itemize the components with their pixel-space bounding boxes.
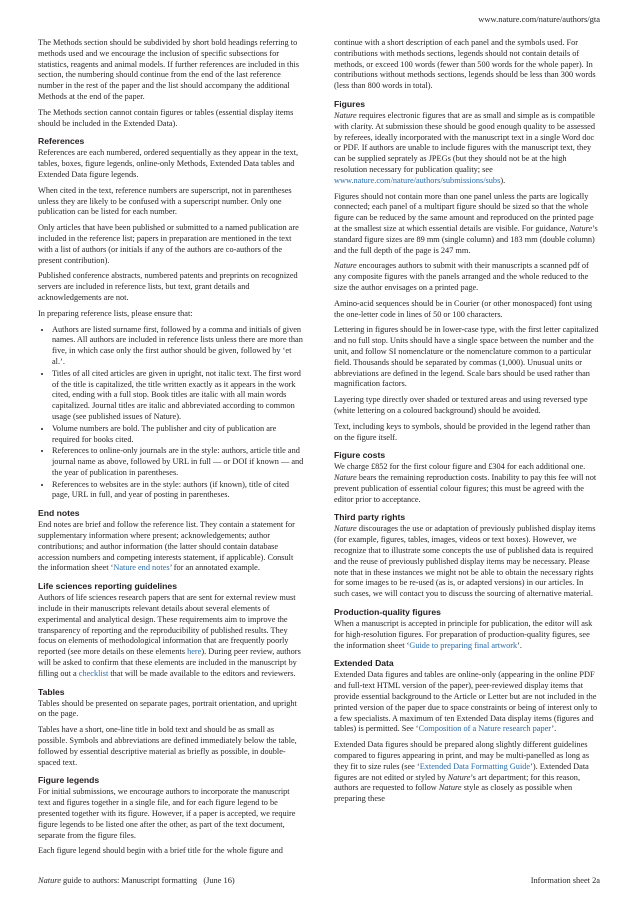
composition-link[interactable]: Composition of a Nature research paper <box>418 724 552 734</box>
tables-heading: Tables <box>38 686 65 697</box>
costs-text-b: bears the remaining reproduction costs. Inability to pay this fee will not prevent publication of essential colour figures; this must be agreed with the editor prior to acceptance. <box>334 473 597 504</box>
production-figures-paragraph <box>334 619 600 651</box>
prod-text-a: When a manuscript is accepted in principle for publication, the editor will ask for high-resolution figures. For preparation of production-quality figures, see the information sheet ‘ <box>334 619 593 650</box>
header-url: www.nature.com/nature/authors/gta <box>478 14 600 24</box>
figures-3-text: encourages authors to submit with their manuscripts a scanned pdf of any composite figures with the panels arranged and the whole reduced to the size the author envisages on a printed page. <box>334 261 589 292</box>
nature-name: Nature <box>334 110 357 120</box>
end-notes-paragraph <box>38 520 304 574</box>
prod-text-b: ’. <box>517 640 523 650</box>
extended-data-paragraph-2 <box>334 740 600 805</box>
figures-paragraph-4: Amino-acid sequences should be in Courier (or other monospaced) font using the one-letter code in lines of 50 or 100 characters. <box>334 298 593 319</box>
figures-paragraph-2 <box>334 192 600 257</box>
figures-paragraph-6: Layering type directly over shaded or textured areas and using reversed type (white lettering on a coloured background) should be avoided. <box>334 395 588 415</box>
nature-name: Nature <box>438 783 462 793</box>
nature-name: Nature <box>38 876 61 885</box>
reference-rules-list <box>38 325 304 502</box>
life-text-c: that will be made available to the editors and reviewers. <box>108 668 296 678</box>
references-paragraph-4: Published conference abstracts, numbered patents and preprints on recognized servers are included in reference lists, but text, grant details and acknowledgements are not. <box>38 271 298 302</box>
extended-data-heading: Extended Data <box>334 658 394 669</box>
list-item: • References to websites are in the style: authors (if known), title of cited page, URL in full, and year of posting in parentheses. <box>52 480 304 502</box>
life-text-b: ). During peer review, authors will be asked to confirm that these elements are included in the manuscript by filling out a <box>38 647 301 678</box>
nature-name: Nature <box>334 473 357 483</box>
references-paragraph-5: In preparing reference lists, please ensure that: <box>38 308 193 318</box>
nature-name: Nature <box>334 261 357 271</box>
submissions-url-link[interactable]: www.nature.com/nature/authors/submissions/subs <box>334 175 501 185</box>
ext-2-text-c: ’s art department; for this reason, authors are requested to follow <box>334 772 581 793</box>
production-figures-heading: Production-quality figures <box>334 607 441 618</box>
formatting-guide-link[interactable]: Extended Data Formatting Guide <box>419 761 531 771</box>
list-item: • Titles of all cited articles are given in upright, not italic text. The first word of the title is capitalized, the title written exactly as it appears in the work cited, ending with a full stop. Book titles are italic with all main words capitalized. Journal titles are italic and abbreviated according to common usage (see published issues of Nature). <box>52 369 304 423</box>
list-item: • Authors are listed surname first, followed by a comma and initials of given names. All authors are included in reference lists unless there are more than five, in which case only the first author should be given, followed by ‘et al.’. <box>52 325 304 368</box>
figure-costs-paragraph <box>334 462 600 505</box>
end-notes-text-end: ’ for an annotated example. <box>169 563 260 573</box>
here-link[interactable]: here <box>187 647 202 657</box>
end-notes-heading: End notes <box>38 508 80 519</box>
ext-2-text-a: Extended Data figures should be prepared along slightly different guidelines compared to figures appearing in print, and may be multi-panelled as long as they fit to size rules (see ‘ <box>334 740 590 771</box>
figures-2-text-b: ’s standard figure sizes are 89 mm (single column) and 183 mm (double column) and the full depth of the page is 247 mm. <box>334 223 598 255</box>
nature-name: Nature <box>447 772 471 782</box>
figures-text-b: ). <box>500 175 506 185</box>
figures-text-a: requires electronic figures that are as small and simple as is compatible with clarity. At submission these should be good enough quality to be assessed by referees, ideally incorporated with the manuscript text in a single Word doc or PDF. If authors are unable to include figures with the manuscript text, they can be supplied seprately as JPEGs (but they should not be at the high resolution necessary for publication quality; see <box>334 110 596 174</box>
nature-name: Nature <box>569 223 593 233</box>
references-paragraph-2: When cited in the text, reference numbers are superscript, not in parentheses unless they are likely to be confused with a superscript number. Only one publication can be listed for each number. <box>38 185 292 217</box>
costs-text-a: We charge £852 for the first colour figure and £304 for each additional one. <box>334 462 586 472</box>
left-column <box>38 38 304 862</box>
footer-date: (June 16) <box>203 876 235 885</box>
references-paragraph-1: References are each numbered, ordered sequentially as they appear in the text, tables, boxes, figure legends, online-only Methods, Extended Data tables and Extended Data figure legends. <box>38 148 299 179</box>
methods-paragraph-2: The Methods section cannot contain figures or tables (essential display items should be included in the Extended Data). <box>38 107 294 128</box>
nature-name: Nature <box>334 524 357 534</box>
tables-paragraph-1: Tables should be presented on separate pages, portrait orientation, and upright on the page. <box>38 698 297 719</box>
checklist-link[interactable]: checklist <box>78 668 109 678</box>
legend-continuation-paragraph: continue with a short description of each panel and the symbols used. For contributions with methods sections, legends should not contain details of methods, or exceed 100 words (fewer than 500 words for the whole paper). In contributions without methods sections, legends should be less than 300 words (less than 800 words in total). <box>334 38 596 91</box>
figure-legends-heading: Figure legends <box>38 775 100 786</box>
final-artwork-link[interactable]: Guide to preparing final artwork <box>409 640 518 650</box>
third-party-heading: Third party rights <box>334 512 406 523</box>
extended-data-paragraph-1 <box>334 670 600 735</box>
figure-costs-heading: Figure costs <box>334 450 386 461</box>
methods-paragraph-1: The Methods section should be subdivided by short bold headings referring to methods used and we encourage the inclusion of specific subsections for statistics, reagents and animal models. If further references are included in this section, the numbering should continue from the end of the last reference number in the rest of the paper and the list should accompany the additional Methods at the end of the paper. <box>38 38 300 101</box>
third-party-paragraph <box>334 524 600 600</box>
figures-paragraph-3 <box>334 261 600 293</box>
figures-paragraph-1 <box>334 111 600 187</box>
life-sciences-paragraph <box>38 593 304 679</box>
figure-legends-paragraph-2: Each figure legend should begin with a brief title for the whole figure and <box>38 846 283 856</box>
ext-2-text-b: ’). Extended Data figures are not edited or styled by <box>334 761 589 782</box>
figures-2-text-a: Figures should not contain more than one panel unless the parts are logically connected; each panel of a multipart figure should be sized so that the whole figure can be reduced by the same amount and reproduced on the printed page at the smallest size at which essential details are visible. For guidance, <box>334 191 594 233</box>
end-notes-text: End notes are brief and follow the reference list. They contain a statement for supplementary information where present; acknowledgements; author contributions; and author information (the latter should contain database accession numbers and competing interests statement, if applicable). Consult the information sheet ‘ <box>38 520 295 573</box>
nature-end-notes-link[interactable]: Nature end notes <box>113 563 170 573</box>
footer-title-text: guide to authors: Manuscript formatting <box>60 876 198 885</box>
list-item: • References to online-only journals are in the style: authors, article title and journal name as above, followed by URL in full — or DOI if known — and the year of publication in parentheses. <box>52 446 304 478</box>
list-item: • Volume numbers are bold. The publisher and city of publication are required for books cited. <box>52 424 304 446</box>
figures-paragraph-7: Text, including keys to symbols, should be provided in the legend rather than on the figure itself. <box>334 421 591 442</box>
figures-heading: Figures <box>334 98 366 109</box>
footer-sheet-label: Information sheet 2a <box>530 876 600 885</box>
life-text-a: Authors of life sciences research papers that are sent for external review must include in their manuscripts relevant details about several elements of experimental and analytical design. These requirements aim to improve the transparency of reporting and the reproducibility of published results. They focus on elements of methodological information that are frequently poorly reported (see more details on these elements <box>38 593 296 657</box>
life-sciences-heading: Life sciences reporting guidelines <box>38 581 177 592</box>
figure-legends-paragraph-1: For initial submissions, we encourage authors to incorporate the manuscript text and figures together in a single file, and for each figure legend to be presented together with its figure. However, if a paper is accepted, we require figure legends to be listed one after the other, as part of the text document, separate from the figure files. <box>38 787 296 840</box>
references-heading: References <box>38 136 85 147</box>
figures-paragraph-5: Lettering in figures should be in lower-case type, with the first letter capitalized and no full stop. Units should have a single space between the number and the unit, and follow SI nomenclature or the nomenclature common to a particular field. Thousands should be separated by commas (1,000). Unusual units or abbreviations are defined in the legend. Scale bars should be used rather than magnification factors. <box>334 325 599 389</box>
tables-paragraph-2: Tables have a short, one-line title in bold text and should be as small as possible. Symbols and abbreviations are defined immediately below the table, followed by essential descriptive material as briefly as possible, in double-spaced text. <box>38 725 297 767</box>
ext-1-text-a: Extended Data figures and tables are online-only (appearing in the online PDF and full-text HTML version of the paper), peer-reviewed display items that provide essential background to the Article or Letter but are not included in the printed version of the paper due to space constraints or being of interest only to a few specialists. A maximum of ten Extended Data display items (figures and tables) is permitted. See ‘ <box>334 670 598 734</box>
references-paragraph-3: Only articles that have been published or submitted to a named publication are included in the reference list; papers in preparation are mentioned in the text with a list of authors (or initials if any of the authors are co-authors of the present contribution). <box>38 223 299 265</box>
footer-guide-title <box>38 876 235 885</box>
ext-2-text-d: style as closely as possible when preparing these <box>334 783 573 804</box>
right-column <box>334 38 600 810</box>
third-party-text: discourages the use or adaptation of previously published display items (for example, figures, tables, images, videos or text boxes). However, we recognize that to illustrate some concepts the use of published data is required and the reuse of previously published display items may be necessary. Please note that in these instances we might not be able to obtain the necessary rights for some images to be re-used (as is, or adapted versions) in our articles. In such cases, we will contact you to discuss the sourcing of alternative material. <box>334 524 596 599</box>
ext-1-text-b: ’. <box>551 724 557 734</box>
